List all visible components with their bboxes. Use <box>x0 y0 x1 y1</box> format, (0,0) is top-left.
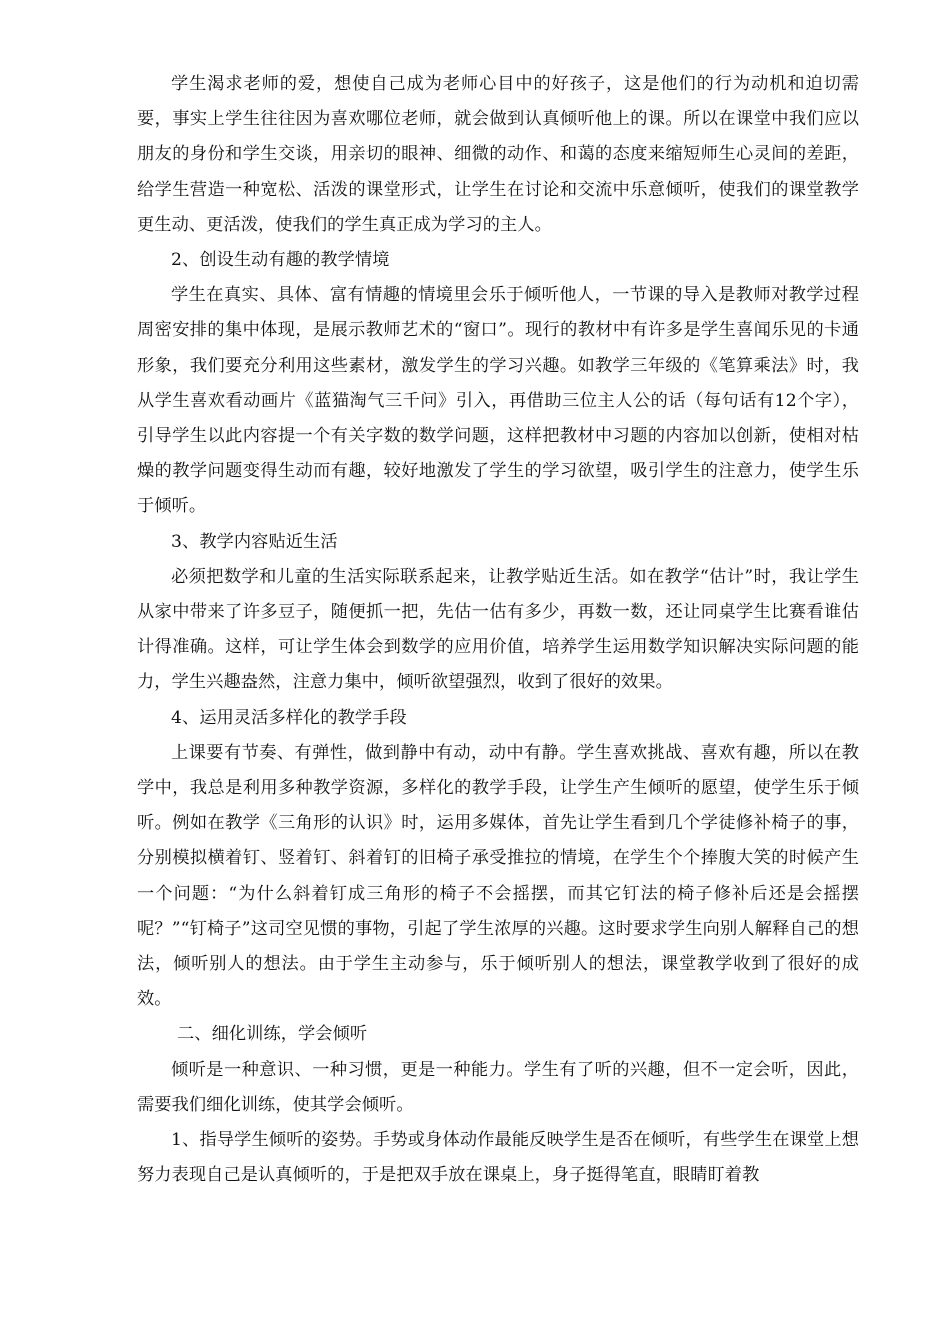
heading-teaching-methods: 4、运用灵活多样化的教学手段 <box>171 707 407 728</box>
heading-learn-listening: 二、细化训练，学会倾听 <box>177 1024 368 1045</box>
heading-content-life: 3、教学内容贴近生活 <box>171 531 338 552</box>
document-page <box>137 67 859 1194</box>
paragraph-content-life: 必须把数学和儿童的生活实际联系起来，让教学贴近生活。如在教学“估计”时，我让学生从家中带来了许多豆子，随便抓一把，先估一估有多少，再数一数，还让同桌学生比赛看谁估计得准确。这样，可让学生体会到数学的应用价值，培养学生运用数学知识解决实际问题的能力，学生兴趣盎然，注意力集中，倾听欲望强烈，收到了很好的效果。 <box>137 566 859 693</box>
paragraph-teaching-methods: 上课要有节奏、有弹性，做到静中有动，动中有静。学生喜欢挑战、喜欢有趣，所以在教学中，我总是利用多种教学资源，多样化的教学手段，让学生产生倾听的愿望，使学生乐于倾听。例如在教学《三角形的认识》时，运用多媒体，首先让学生看到几个学徒修补椅子的事，分别模拟横着钉、竖着钉、斜着钉的旧椅子承受推拉的情境，在学生个个捧腹大笑的时候产生一个问题：“为什么斜着钉成三角形的椅子不会摇摆，而其它钉法的椅子修补后还是会摇摆呢？”“钉椅子”这司空见惯的事物，引起了学生浓厚的兴趣。这时要求学生向别人解释自己的想法，倾听别人的想法。由于学生主动参与，乐于倾听别人的想法，课堂教学收到了很好的成效。 <box>137 742 859 1010</box>
paragraph-teaching-situation: 学生在真实、具体、富有情趣的情境里会乐于倾听他人，一节课的导入是教师对教学过程周密安排的集中体现，是展示教师艺术的“窗口”。现行的教材中有许多是学生喜闻乐见的卡通形象，我们要充分利用这些素材，激发学生的学习兴趣。如教学三年级的《笔算乘法》时，我从学生喜欢看动画片《蓝猫淘气三千问》引入，再借助三位主人公的话（每句话有12个字），引导学生以此内容提一个有关字数的数学问题，这样把教材中习题的内容加以创新，使相对枯燥的教学问题变得生动而有趣，较好地激发了学生的学习欲望，吸引学生的注意力，使学生乐于倾听。 <box>137 285 859 517</box>
paragraph-listening-posture: 1、指导学生倾听的姿势。手势或身体动作最能反映学生是否在倾听，有些学生在课堂上想努力表现自己是认真倾听的，于是把双手放在课桌上，身子挺得笔直，眼睛盯着教 <box>137 1130 859 1186</box>
heading-teaching-situation: 2、创设生动有趣的教学情境 <box>171 250 390 271</box>
paragraph-listening-ability: 倾听是一种意识、一种习惯，更是一种能力。学生有了听的兴趣，但不一定会听，因此，需要我们细化训练，使其学会倾听。 <box>137 1059 859 1115</box>
paragraph-student-love: 学生渴求老师的爱，想使自己成为老师心目中的好孩子，这是他们的行为动机和迫切需要，事实上学生往往因为喜欢哪位老师，就会做到认真倾听他上的课。所以在课堂中我们应以朋友的身份和学生交谈，用亲切的眼神、细微的动作、和蔼的态度来缩短师生心灵间的差距，给学生营造一种宽松、活泼的课堂形式，让学生在讨论和交流中乐意倾听，使我们的课堂教学更生动、更活泼，使我们的学生真正成为学习的主人。 <box>137 74 859 235</box>
